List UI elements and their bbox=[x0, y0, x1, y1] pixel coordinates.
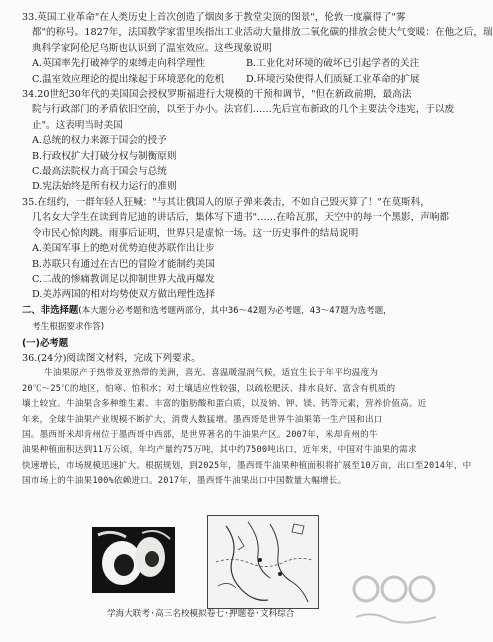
question-text: 几名女大学生在读到肯尼迪的讲话后，集体写下遗书"……在哈瓦那，天空中的每一个黑影，声响都 bbox=[32, 212, 449, 224]
map-graphic bbox=[208, 516, 318, 608]
passage-line: 20℃～25℃的地区，怕寒、怕积水；对土壤适应性较强，以疏松肥沃、排水良好、富含有机质的 bbox=[22, 383, 396, 394]
region-map bbox=[207, 515, 319, 609]
question-35 bbox=[22, 195, 449, 303]
passage-line: 年来，全球牛油果产业规模不断扩大，消费人数猛增。墨西哥是世界牛油果第一生产国和出口 bbox=[22, 414, 383, 425]
section-title: 二、非选择题 bbox=[22, 304, 79, 316]
option-b: B.行政权扩大打破分权与制衡原则 bbox=[32, 150, 177, 162]
passage-line: 国市场上的牛油果100%依赖进口。2017年，墨西哥牛油果出口中国数量大幅增长。 bbox=[22, 476, 347, 487]
question-text: 都"的称号。1827年，法国教学家雷里埃指出工业活动大量排放二氧化碳的排放会使大气变暖：在他之后，瑞 bbox=[32, 27, 493, 39]
section-note: (本大题分必考题和选考题两部分，其中36～42题为必考题，43～47题为选考题， bbox=[78, 305, 392, 316]
question-text: 止"。这表明当时美国 bbox=[32, 119, 123, 131]
question-text: 院与行政部门的矛盾依旧空前，以至于办小。法官们……先后宣布新政的几个主要法令违宪，于以废 bbox=[32, 104, 455, 116]
avocado-photo-graphic bbox=[92, 527, 175, 593]
question-34 bbox=[22, 87, 455, 195]
option-c: C.最高法院权力高于国会与总统 bbox=[32, 166, 167, 178]
option-c: C.二战的惨痛教训足以抑制世界大战再爆发 bbox=[32, 273, 215, 285]
section-note: 考生根据要求作答) bbox=[32, 322, 105, 333]
passage-line: 壤土较宜。牛油果含多种维生素、丰富的脂肪酸和蛋白质，以及钠、钾、镁、钙等元素，营养价值高。近 bbox=[22, 399, 427, 410]
option-d: D.宪法始终是所有权力运行的准则 bbox=[32, 181, 177, 193]
option-a: A.总统的权力来源于国会的授予 bbox=[32, 135, 167, 147]
watermark-stamp bbox=[352, 567, 438, 637]
material-passage bbox=[22, 366, 472, 489]
option-a: A.英国率先打破神学的束缚走向科学理性 bbox=[32, 58, 206, 70]
avocado-photo bbox=[92, 527, 175, 593]
question-text: 34.20世纪30年代的美国国会授权罗斯福进行大规模的干预和调节，"但在新政前期，最高法 bbox=[22, 89, 412, 101]
option-row bbox=[22, 72, 429, 87]
question-text: 35.在纽约，一群年轻人狂喊："与其让俄国人的原子弹来袭击，不如自己毁灭算了！"在莫斯科， bbox=[22, 196, 430, 208]
passage-line: 国。墨西哥米却肯州位于墨西哥中西部，是世界著名的牛油果产区。2007年，米却肯州的牛 bbox=[22, 429, 378, 440]
option-row bbox=[22, 56, 429, 71]
option-b: B.工业化对环境的破坏已引起学者的关注 bbox=[246, 58, 420, 70]
question-36 bbox=[22, 351, 472, 490]
required-heading: (一)必考题 bbox=[22, 337, 69, 349]
passage-line: 快速增长，市场规模迅速扩大。根据规划，到2025年，墨西哥牛油果种植面积将扩展至10万亩，出口至2014年，中 bbox=[22, 460, 472, 471]
page-footer: 学海大联考·高三名校模拟卷七·押题卷·文科综合 bbox=[107, 609, 295, 619]
watermark-graphic bbox=[352, 567, 438, 637]
passage-line: 油果种植面积达到11万公顷，年均产量约75万吨，其中约7500吨出口，近年来，中国对牛油果的需求 bbox=[22, 445, 417, 456]
question-head: 36.(24分)阅读图文材料，完成下列要求。 bbox=[22, 352, 201, 364]
section-two-header bbox=[22, 303, 429, 336]
passage-line: 牛油果原产于热带及亚热带的美洲，喜光、喜温暖湿润气候，适宜生长于年平均温度为 bbox=[44, 368, 379, 379]
question-text: 典科学家阿伦尼乌斯也认识到了温室效应。这些现象说明 bbox=[32, 42, 272, 54]
option-d: D.环境污染使得人们质疑工业革命的扩展 bbox=[246, 73, 420, 85]
option-d: D.美苏两国的相对均势使双方做出理性选择 bbox=[32, 289, 216, 301]
question-text: 33.英国工业革命"在人类历史上首次创造了烟囱多于教堂尖顶的图景"，伦敦一度赢得了"雾 bbox=[22, 12, 406, 23]
question-33 bbox=[22, 10, 493, 87]
option-c: C.温室效应理论的提出缘起于环境恶化的危机 bbox=[32, 73, 225, 85]
option-b: B.苏联只有通过在古巴的冒险才能制约美国 bbox=[32, 258, 215, 270]
option-a: A.美国军事上的绝对优势迫使苏联作出让步 bbox=[32, 243, 215, 255]
question-text: 令市民心惊肉跳。雨事后证明，世界只是虚惊一场。这一历史事件的结局说明 bbox=[32, 227, 359, 239]
